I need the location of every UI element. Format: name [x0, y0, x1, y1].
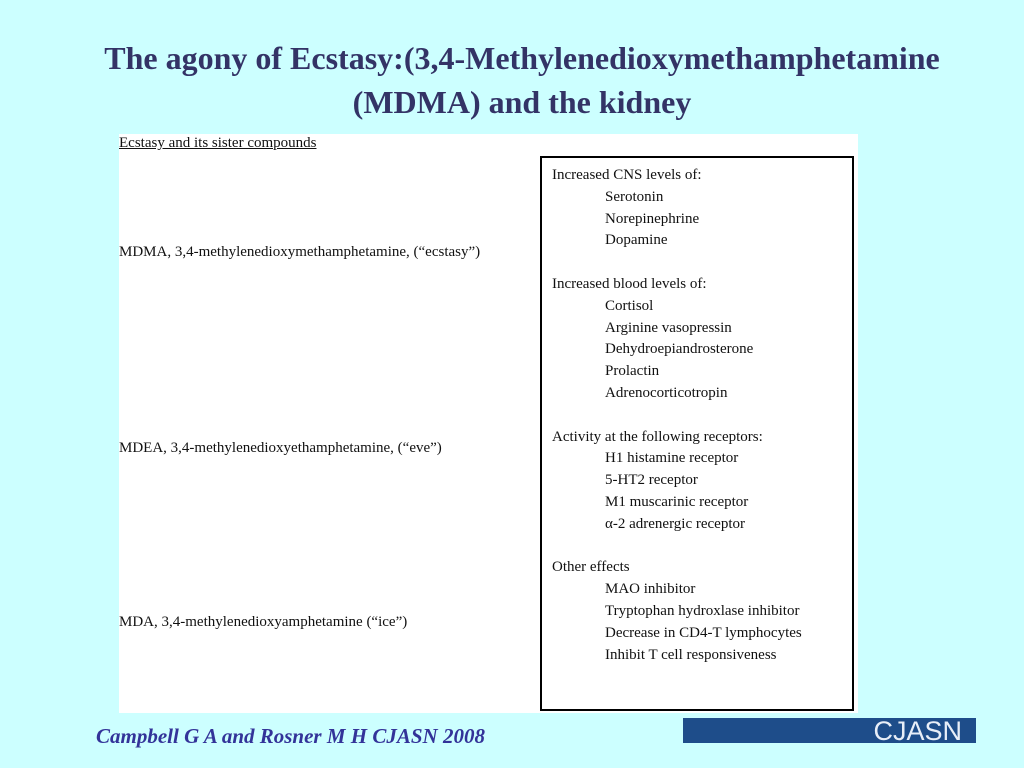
- compound-mdma: MDMA, 3,4-methylenedioxymethamphetamine, (“ecstasy”): [119, 244, 481, 260]
- group-item: α-2 adrenergic receptor: [605, 515, 746, 532]
- effects-box: [540, 156, 854, 711]
- group-item: Arginine vasopressin: [605, 319, 732, 336]
- effects-group-blood: [552, 274, 852, 405]
- group-item: Prolactin: [605, 363, 660, 380]
- citation: Campbell G A and Rosner M H CJASN 2008: [96, 724, 485, 748]
- group-item: 5-HT2 receptor: [605, 472, 698, 489]
- group-item: Adrenocorticotropin: [605, 384, 728, 401]
- group-heading: Activity at the following receptors:: [552, 428, 763, 445]
- logo-text: CJASN: [873, 716, 962, 746]
- group-item: Dopamine: [605, 232, 668, 249]
- group-item: Dehydroepiandrosterone: [605, 341, 754, 358]
- group-item: MAO inhibitor: [605, 581, 696, 598]
- group-item: Serotonin: [605, 188, 664, 205]
- title-line-2: (MDMA) and the kidney: [352, 84, 692, 120]
- compound-mdea: MDEA, 3,4-methylenedioxyethamphetamine, (“eve”): [119, 440, 442, 456]
- group-item: Norepinephrine: [605, 210, 700, 227]
- figure-heading: Ecstasy and its sister compounds: [119, 135, 317, 151]
- group-item: Cortisol: [605, 297, 654, 314]
- group-item: Tryptophan hydroxlase inhibitor: [605, 602, 800, 619]
- title-line-1: The agony of Ecstasy:(3,4-Methylenedioxymethamphetamine: [104, 40, 940, 76]
- group-item: M1 muscarinic receptor: [605, 493, 749, 510]
- compound-mda: MDA, 3,4-methylenedioxyamphetamine (“ice”): [119, 614, 408, 630]
- cjasn-logo: [683, 716, 976, 746]
- group-item: Inhibit T cell responsiveness: [605, 646, 777, 663]
- group-heading: Increased CNS levels of:: [552, 167, 702, 183]
- group-item: Decrease in CD4-T lymphocytes: [605, 624, 802, 641]
- group-heading: Increased blood levels of:: [552, 275, 707, 292]
- effects-group-other: [552, 557, 852, 666]
- group-heading: Other effects: [552, 559, 630, 576]
- slide-title: [20, 36, 1024, 124]
- effects-group-receptors: [552, 427, 852, 536]
- effects-group-cns: [552, 165, 852, 252]
- figure-image: [119, 134, 858, 713]
- group-item: H1 histamine receptor: [605, 450, 739, 467]
